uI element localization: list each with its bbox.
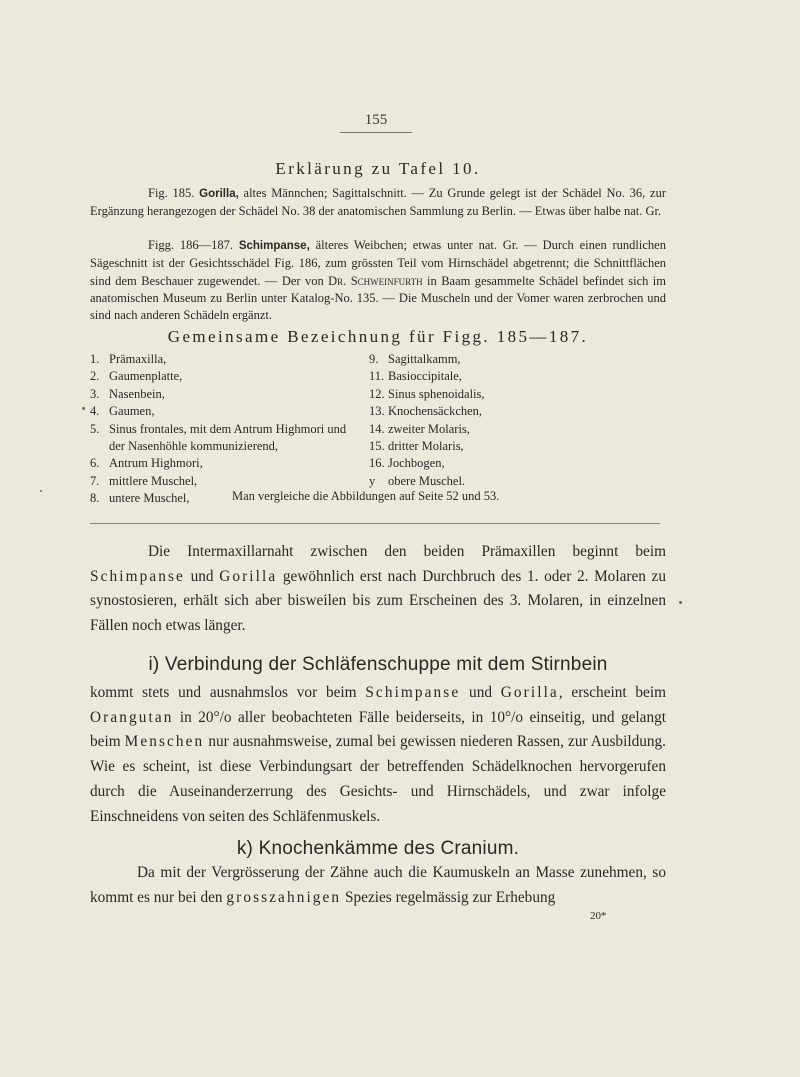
legend-item-text: Sagittalkamm, <box>388 352 461 366</box>
fig185-caption <box>90 185 666 221</box>
legend-item-text: Jochbogen, <box>388 456 445 471</box>
legend-item-text: mittlere Muschel, <box>109 473 198 488</box>
para3-text-1: Da mit der Vergrösserung der Zähne auch die Kaumuskeln an Masse zunehmen, so kommt es nur bei den <box>90 864 666 906</box>
legend-item <box>90 368 390 385</box>
legend-item-text: Gaumen, <box>109 404 155 419</box>
legend-item-number: 2. <box>90 369 100 384</box>
fig186-author: Dr. Schweinfurth <box>328 273 423 288</box>
fig186-text-a: älteres Weibchen; etwas unter nat. Gr. — Durch einen rundlichen Sägeschnitt ist der Gesichtsschädel Fig. 186, zum grössten Teil vom Hirnschädel abgetrennt; die Schnittflächen sind dem Beschauer zugewendet. — Der von <box>90 238 666 288</box>
legend-item <box>90 473 390 490</box>
para1-spaced-gorilla: Gorilla <box>219 567 278 585</box>
legend-item-number: 1. <box>90 352 100 366</box>
para2-text-4: in 20°/o aller beobachteten Fälle beiderseits, in 10°/o einseitig, und gelangt beim <box>90 708 666 751</box>
para2-spaced-orangutan: Orangutan <box>90 708 174 726</box>
printer-signature: 20* <box>590 910 607 922</box>
legend-item <box>369 386 669 403</box>
legend-item-text: der Nasenhöhle kommunizierend, <box>109 439 279 454</box>
legend-item <box>369 421 669 438</box>
section-heading-i: i) Verbindung der Schläfenschuppe mit dem Stirnbein <box>148 654 608 675</box>
para1-text-1: Die Intermaxillarnaht zwischen den beiden Prämaxillen beginnt beim <box>148 543 666 560</box>
fig186-species: Schimpanse, <box>238 240 310 252</box>
para2-spaced-gorilla: Gorilla <box>500 684 559 701</box>
para1-text-3: gewöhnlich erst nach Durchbruch des 1. oder 2. Molaren zu synostosieren, erhält sich aber bisweilen bis zum Erscheinen des 3. Molaren, in einzelnen Fällen noch etwas länger. <box>90 567 666 635</box>
section-heading-k: k) Knochenkämme des Cranium. <box>236 838 520 859</box>
paragraph-temporal-frontal <box>90 681 666 829</box>
legend-item-text: zweiter Molaris, <box>388 421 470 436</box>
legend-item-number: 13. <box>369 404 385 419</box>
section-divider-left <box>90 523 406 524</box>
legend-item-text: Sinus frontales, mit dem Antrum Highmori und <box>109 421 347 436</box>
legend-item <box>90 455 390 472</box>
para2-spaced-menschen: Menschen <box>124 733 205 751</box>
paper-speck <box>40 490 42 492</box>
legend-item-number: 8. <box>90 491 100 506</box>
plate-explanation-title: Erklärung zu Tafel 10. <box>275 159 481 178</box>
paragraph-intermaxillary-suture <box>90 540 666 639</box>
paper-speck <box>679 601 682 604</box>
legend-item-text: Antrum Highmori, <box>109 456 203 471</box>
legend-item <box>369 455 669 472</box>
fig186-187-caption <box>90 237 666 324</box>
para2-text-2: und <box>460 684 501 701</box>
legend-item-number: 5. <box>90 421 100 436</box>
legend-item-number: 7. <box>90 473 100 488</box>
legend-item-continuation <box>90 438 390 455</box>
legend-item-number: 3. <box>90 386 100 401</box>
legend-item-number: 4. <box>90 404 100 419</box>
legend-item <box>369 438 669 455</box>
para1-spaced-schimpanse: Schimpanse <box>90 567 185 585</box>
legend-item-number: 16. <box>369 456 385 471</box>
common-legend-title: Gemeinsame Bezeichnung für Figg. 185—187. <box>167 327 589 346</box>
legend-item-text: Basioccipitale, <box>388 369 462 384</box>
legend-left-column <box>90 351 390 508</box>
legend-item-text: Gaumenplatte, <box>109 369 183 384</box>
para2-spaced-schimpanse: Schimpanse <box>365 684 461 701</box>
legend-item-number: 12. <box>369 386 385 401</box>
legend-item-number: 6. <box>90 456 100 471</box>
page-number: 155 <box>364 112 388 128</box>
section-divider-right <box>403 523 660 524</box>
legend-item-number: 14. <box>369 421 385 436</box>
fig186-label: Figg. 186—187. <box>148 238 233 252</box>
fig185-species: Gorilla, <box>199 188 239 200</box>
legend-item-number: 11. <box>369 369 385 384</box>
legend-item-text: dritter Molaris, <box>388 439 464 454</box>
para2-text-1: kommt stets und ausnahmslos vor beim <box>90 684 366 701</box>
fig185-label: Fig. 185. <box>148 186 195 200</box>
legend-item-number: 9. <box>369 352 379 366</box>
legend-item-text: obere Muschel. <box>388 473 466 488</box>
legend-item <box>90 386 390 403</box>
para3-spaced-grosszahnigen: grosszahnigen <box>226 888 342 906</box>
legend-item <box>369 351 669 368</box>
legend-item-text: Nasenbein, <box>109 386 165 401</box>
legend-item-text: Sinus sphenoidalis, <box>388 386 485 401</box>
legend-item <box>369 403 669 420</box>
legend-item <box>90 421 390 438</box>
paragraph-bone-crests <box>90 861 666 910</box>
legend-item <box>90 403 390 420</box>
legend-item-number: y <box>369 473 376 488</box>
legend-item-text: Prämaxilla, <box>109 352 167 366</box>
para2-text-5: nur ausnahmsweise, zumal bei gewissen niederen Rassen, zur Ausbildung. Wie es scheint, ist diese Verbindungsart der betreffenden Schädelknochen hervorgerufen durch die Auseinanderzerrung des Gesichts- und Hirnschädels, und zwar infolge Einschneidens von seiten des Schläfenmuskels. <box>90 733 666 825</box>
page-number-underline <box>340 132 412 133</box>
legend-item <box>369 473 669 490</box>
legend-item-text: untere Muschel, <box>109 491 190 506</box>
legend-item-number: 15. <box>369 439 385 454</box>
legend-item <box>369 368 669 385</box>
paper-speck <box>82 407 85 410</box>
fig186-text-b: in Baam gesammelte Schädel befindet sich im anatomischen Museum zu Berlin unter Katalog-No. 135. — Die Muscheln und der Vomer waren zerbrochen und sind nach anderen Schädeln ergänzt. <box>90 273 666 323</box>
para3-text-2: Spezies regelmässig zur Erhebung <box>341 888 556 906</box>
legend-item-text: Knochensäckchen, <box>388 404 483 419</box>
compare-note: Man vergleiche die Abbildungen auf Seite 52 und 53. <box>232 489 500 503</box>
para1-text-2: und <box>184 567 220 585</box>
fig185-text: altes Männchen; Sagittalschnitt. — Zu Grunde gelegt ist der Schädel No. 36, zur Ergänzung herangezogen der Schädel No. 38 der anatomischen Sammlung zu Berlin. — Etwas über halbe nat. Gr. <box>90 186 666 219</box>
legend-item <box>90 351 390 368</box>
para2-text-3: , erscheint beim <box>558 684 666 701</box>
legend-right-column <box>369 351 669 490</box>
